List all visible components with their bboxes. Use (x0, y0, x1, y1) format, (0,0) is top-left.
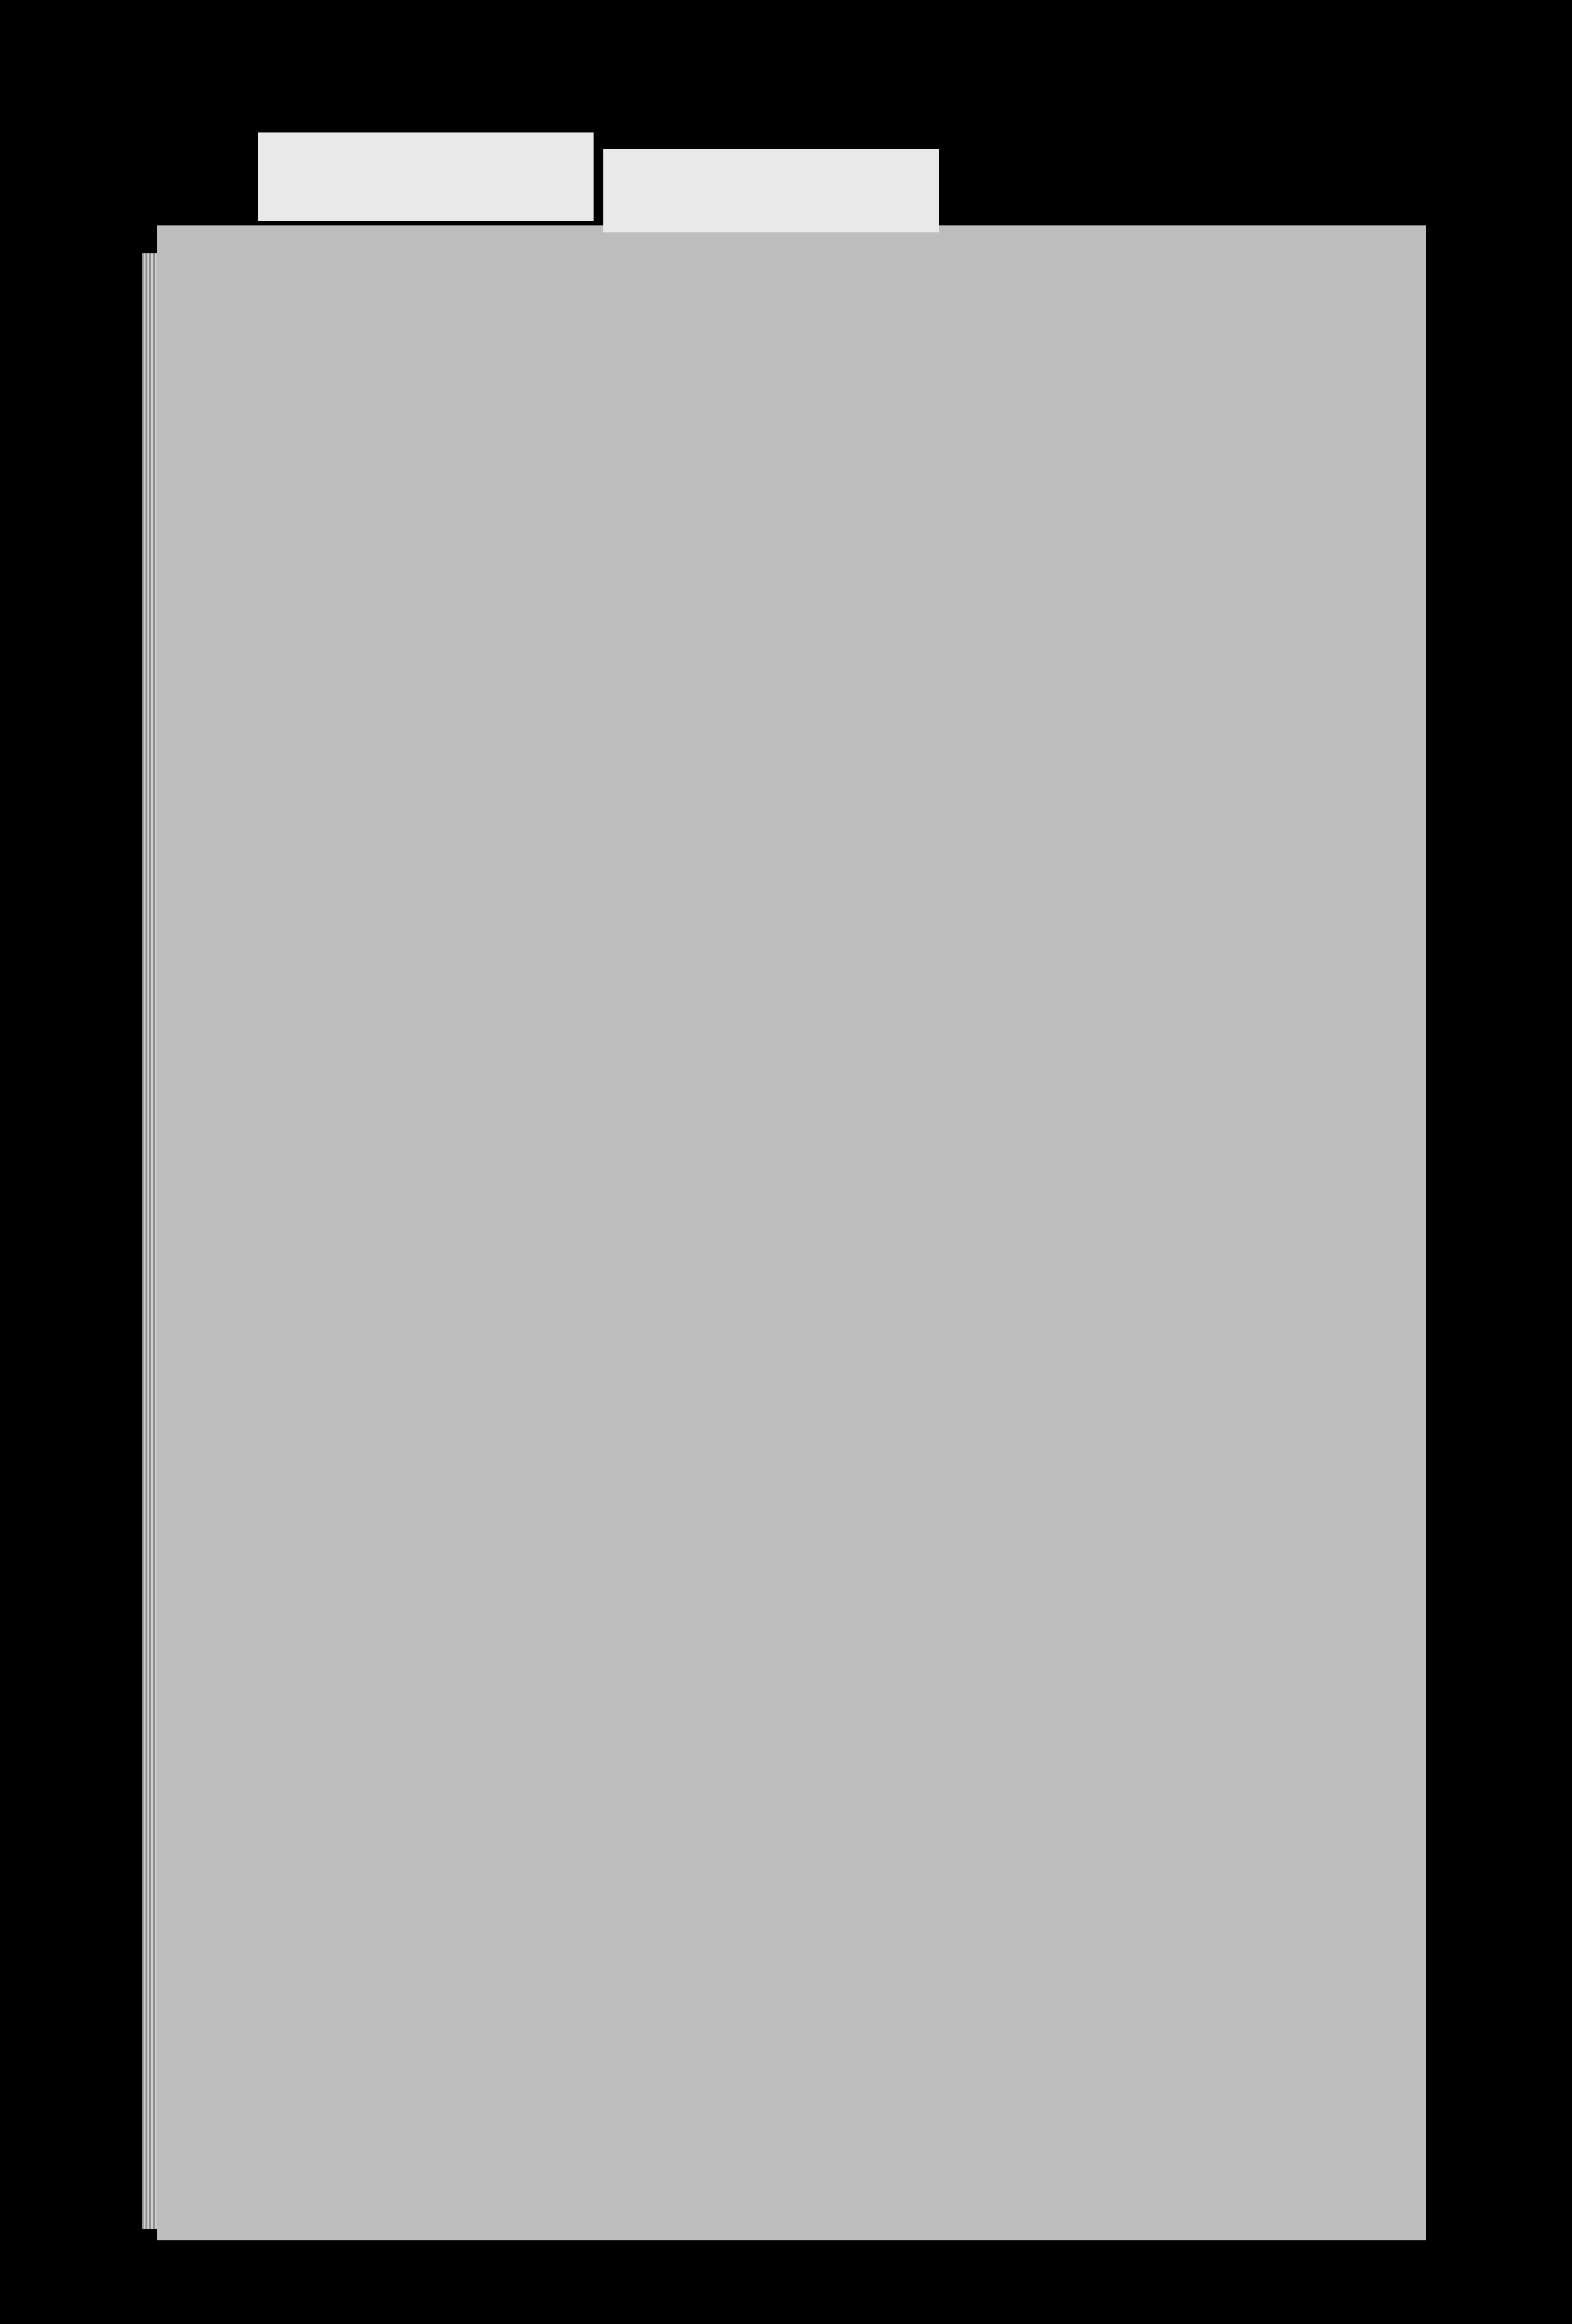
damaged-label (258, 132, 594, 221)
faded-label (603, 149, 939, 232)
register-page (157, 225, 1426, 2240)
